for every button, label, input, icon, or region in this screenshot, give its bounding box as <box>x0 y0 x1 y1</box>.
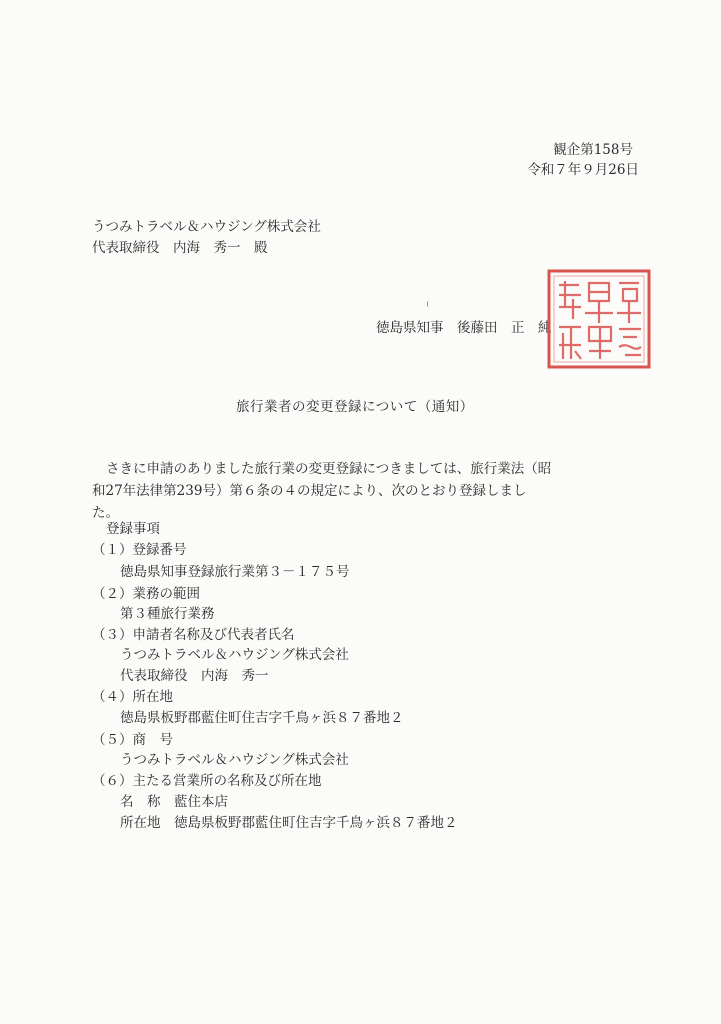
item-heading: （６）主たる営業所の名称及び所在地 <box>92 773 322 789</box>
item-line: 所在地 徳島県板野郡藍住町住吉字千鳥ヶ浜８７番地２ <box>120 815 458 831</box>
item-heading: （３）申請者名称及び代表者氏名 <box>92 627 295 643</box>
item-heading: （２）業務の範囲 <box>92 586 200 602</box>
document-date: 令和７年９月26日 <box>527 162 639 178</box>
item-line: 名 称 藍住本店 <box>120 794 228 810</box>
item-line: 代表取締役 内海 秀一 <box>120 668 269 684</box>
registration-heading: 登録事項 <box>106 521 160 537</box>
official-seal <box>545 267 653 371</box>
recipient-company: うつみトラベル＆ハウジング株式会社 <box>92 219 321 235</box>
sender-name: 徳島県知事 後藤田 正 純 <box>376 320 552 336</box>
item-heading: （１）登録番号 <box>92 542 187 558</box>
document-number: 観企第158号 <box>553 142 633 158</box>
item-heading: （５）商 号 <box>92 732 173 748</box>
document-title: 旅行業者の変更登録について（通知） <box>236 399 474 415</box>
item-line: 徳島県知事登録旅行業第３－１７５号 <box>120 564 350 580</box>
item-line: うつみトラベル＆ハウジング株式会社 <box>120 752 349 768</box>
item-heading: （４）所在地 <box>92 689 173 705</box>
item-line: 第３種旅行業務 <box>120 606 215 622</box>
document-body: さきに申請のありました旅行業の変更登録につきましては、旅行業法（昭和27年法律第239号）第６条の４の規定により、次のとおり登録しました。 <box>92 461 552 521</box>
item-line: うつみトラベル＆ハウジング株式会社 <box>120 647 349 663</box>
stray-mark <box>427 301 431 307</box>
recipient-representative: 代表取締役 内海 秀一 殿 <box>92 240 268 256</box>
item-line: 徳島県板野郡藍住町住吉字千鳥ヶ浜８７番地２ <box>120 710 404 726</box>
